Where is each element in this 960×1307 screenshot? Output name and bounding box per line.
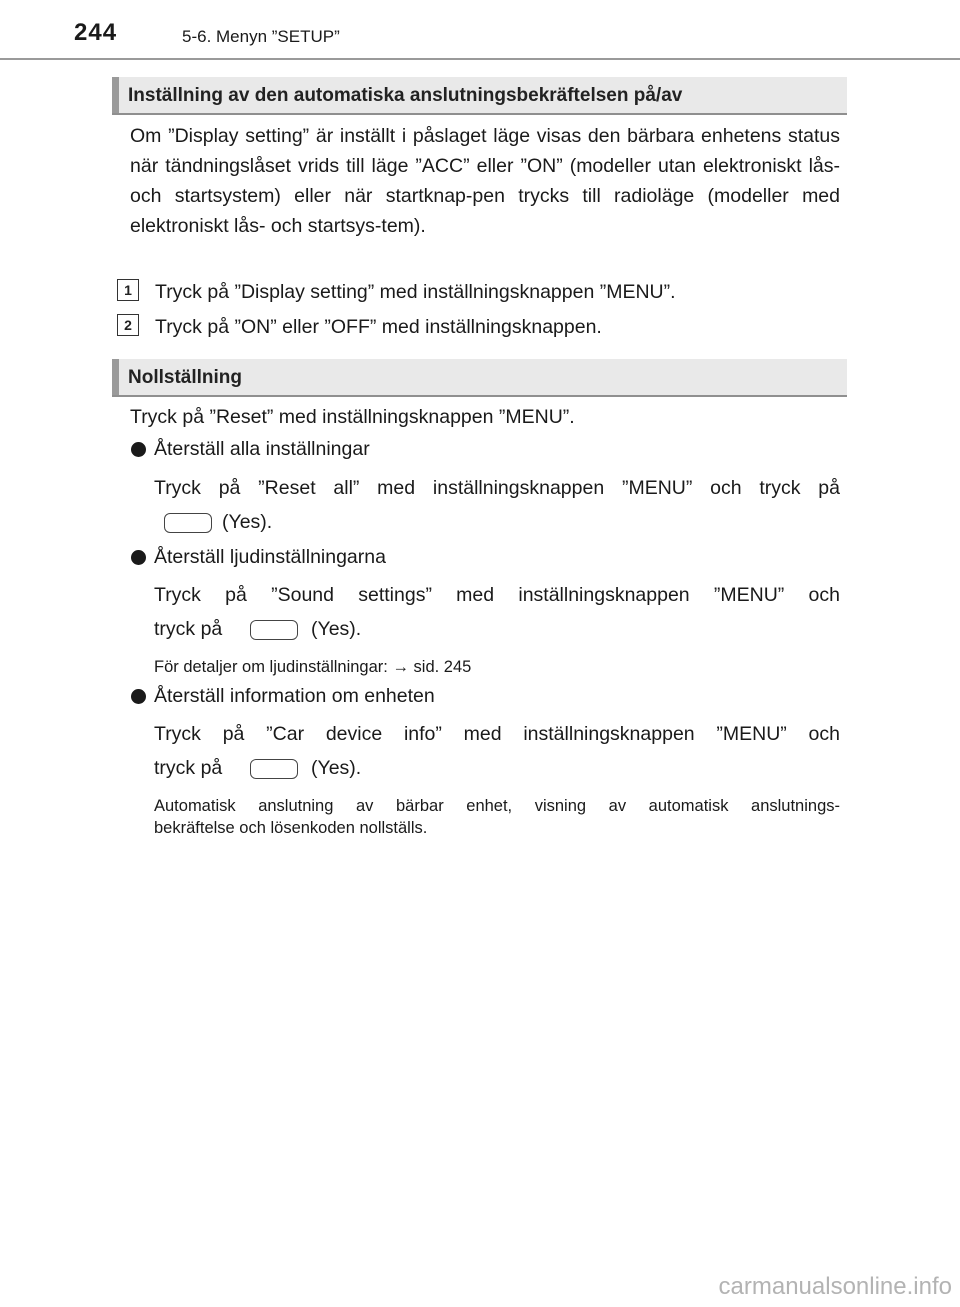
- watermark: carmanualsonline.info: [718, 1273, 952, 1300]
- button-icon: [250, 759, 298, 779]
- item-1-title: Återställ alla inställningar: [154, 438, 370, 460]
- item-1-line: Tryck på ”Reset all” med inställningsknappen ”MENU” och tryck på: [154, 477, 840, 499]
- section-title: 5-6. Menyn ”SETUP”: [182, 27, 340, 46]
- step-number-2: 2: [117, 314, 139, 336]
- item-3-note-line-1: Automatisk anslutning av bärbar enhet, visning av automatisk anslutnings-: [154, 797, 840, 815]
- item-2-yes: (Yes).: [311, 618, 362, 640]
- heading-text: Inställning av den automatiska anslutningsbekräftelsen på/av: [128, 85, 683, 106]
- item-3-line: Tryck på ”Car device info” med inställningsknappen ”MENU” och: [154, 723, 840, 745]
- bullet-icon: [131, 442, 146, 457]
- bullet-icon: [131, 550, 146, 565]
- item-3-title: Återställ information om enheten: [154, 685, 435, 707]
- item-2-line: Tryck på ”Sound settings” med inställningsknappen ”MENU” och: [154, 584, 840, 606]
- button-icon: [164, 513, 212, 533]
- item-1-yes: (Yes).: [222, 511, 273, 533]
- page-number: 244: [74, 19, 118, 46]
- item-3-yes: (Yes).: [311, 757, 362, 779]
- heading-text: Nollställning: [128, 367, 242, 388]
- item-2-prefix: tryck på: [154, 618, 223, 640]
- bullet-icon: [131, 689, 146, 704]
- item-3-prefix: tryck på: [154, 757, 223, 779]
- step-1-text: Tryck på ”Display setting” med inställningsknappen ”MENU”.: [155, 281, 676, 303]
- step-2-text: Tryck på ”ON” eller ”OFF” med inställningsknappen.: [155, 316, 602, 338]
- page-header: [0, 0, 960, 60]
- intro-paragraph: Om ”Display setting” är inställt i påslaget läge visas den bärbara enhetens status när tändningslåset vrids till läge ”ACC” eller ”ON” (modeller utan elektroniskt lås- och startsystem) eller när startknap-pen trycks till radioläge (modeller med elektroniskt lås- och startsys-tem).: [130, 125, 840, 237]
- heading-auto-connection: [112, 77, 847, 115]
- heading-reset: [112, 359, 847, 397]
- item-3-note-line-2: bekräftelse och lösenkoden nollställs.: [154, 819, 428, 837]
- button-icon: [250, 620, 298, 640]
- reset-intro: Tryck på ”Reset” med inställningsknappen ”MENU”.: [130, 406, 575, 428]
- header-divider: [0, 58, 960, 60]
- item-2-title: Återställ ljudinställningarna: [154, 546, 386, 568]
- step-number-1: 1: [117, 279, 139, 301]
- item-2-note: För detaljer om ljudinställningar: → sid. 245: [154, 658, 472, 676]
